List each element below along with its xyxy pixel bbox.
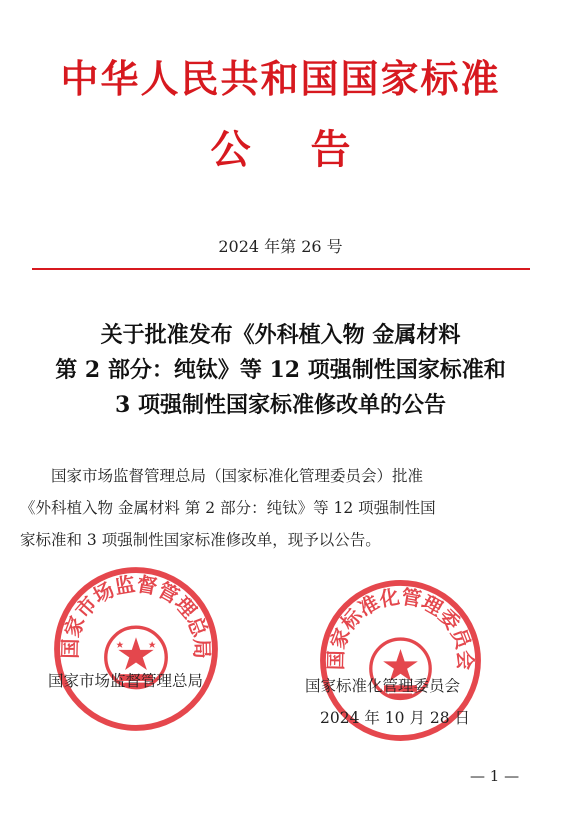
document-title-line: 关于批准发布《外科植入物 金属材料 [100,322,461,348]
header-title: 中华人民共和国国家标准 [60,56,501,101]
page-number: — 1 — [470,767,520,785]
header-subtitle: 公告 [210,126,411,173]
red-divider [32,268,530,270]
official-seal-samr [52,565,220,733]
signer-sac: 国家标准化管理委员会 [305,677,461,695]
body-line: 家标准和 3 项强制性国家标准修改单，现予以公告。 [20,531,381,549]
body-line: 《外科植入物 金属材料 第 2 部分：纯钛》等 12 项强制性国 [20,499,436,517]
body-paragraph [20,460,540,556]
seal-left-text: 国家市场监督管理总局 [57,571,215,659]
document-title-line: 第 2 部分：纯钛》等 12 项强制性国家标准和 [55,357,506,383]
signing-date: 2024 年 10 月 28 日 [320,709,471,727]
body-line: 国家市场监督管理总局（国家标准化管理委员会）批准 [51,467,424,485]
document-number: 2024 年第 26 号 [218,237,343,256]
document-title [20,318,541,423]
document-title-line: 3 项强制性国家标准修改单的公告 [115,392,446,418]
seal-right-text: 国家标准化管理委员会 [323,584,478,671]
signer-samr: 国家市场监督管理总局 [48,672,204,690]
